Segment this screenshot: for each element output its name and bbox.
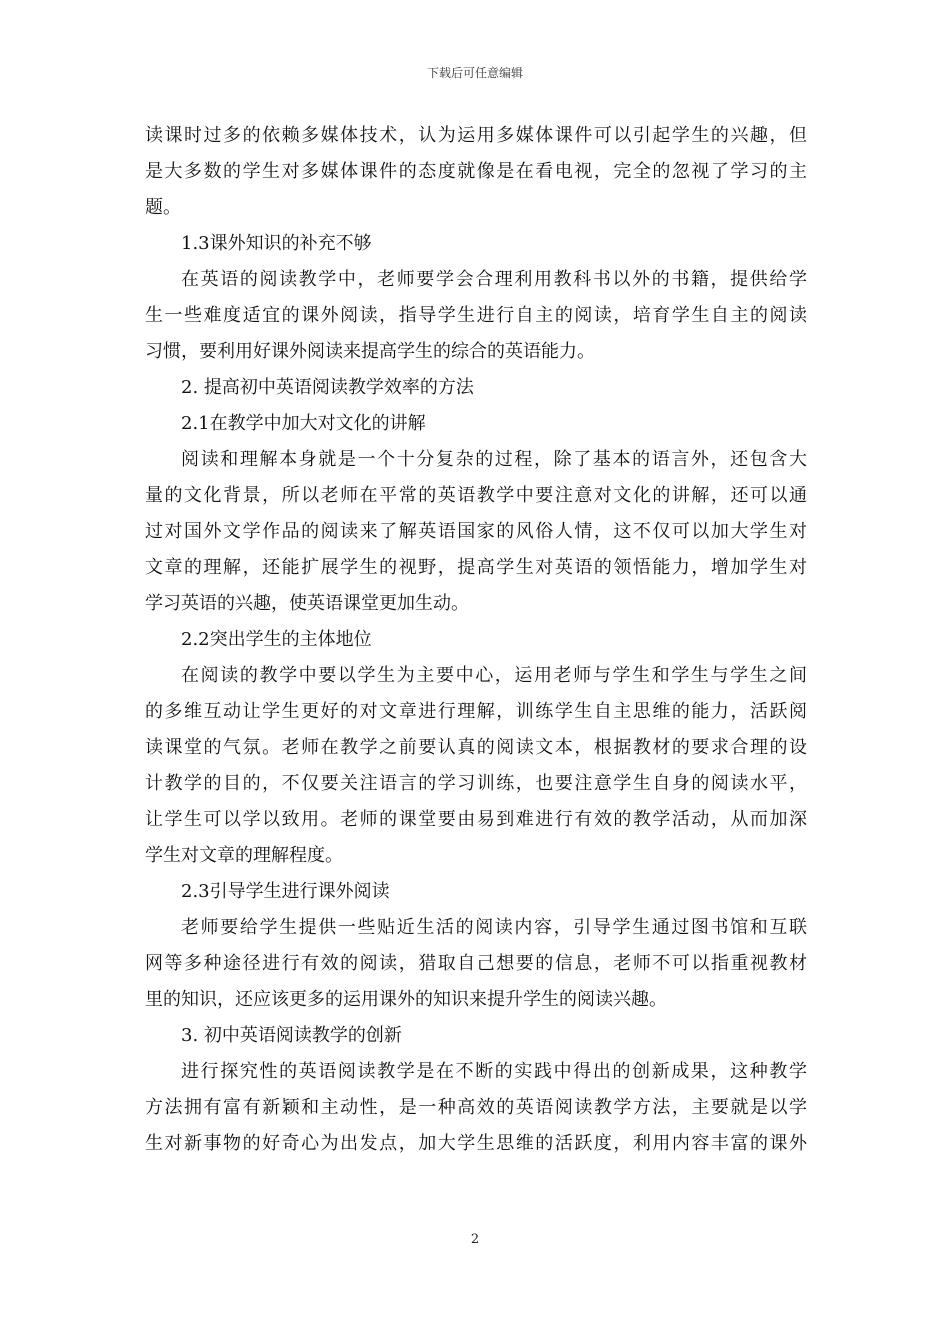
section-heading: 2.2突出学生的主体地位 — [181, 629, 372, 650]
text-line: 里的知识，还应该更多的运用课外的知识来提升学生的阅读兴趣。 — [145, 989, 667, 1010]
text-line: 计教学的目的，不仅要关注语言的学习训练，也要注意学生自身的阅读水平， — [145, 773, 807, 794]
text-line: 阅读和理解本身就是一个十分复杂的过程，除了基本的语言外，还包含大 — [181, 449, 807, 470]
text-line: 题。 — [145, 197, 181, 218]
text-line: 老师要给学生提供一些贴近生活的阅读内容，引导学生通过图书馆和互联 — [181, 917, 807, 938]
text-line: 在阅读的教学中要以学生为主要中心，运用老师与学生和学生与学生之间 — [181, 665, 807, 686]
text-line: 进行探究性的英语阅读教学是在不断的实践中得出的创新成果，这种教学 — [181, 1061, 807, 1082]
text-line: 是大多数的学生对多媒体课件的态度就像是在看电视，完全的忽视了学习的主 — [145, 161, 807, 182]
text-line: 生一些难度适宜的课外阅读，指导学生进行自主的阅读，培育学生自主的阅读 — [145, 305, 807, 326]
page-number: 2 — [470, 1232, 480, 1247]
section-heading: 2. 提高初中英语阅读教学效率的方法 — [181, 377, 474, 398]
text-line: 文章的理解，还能扩展学生的视野，提高学生对英语的领悟能力，增加学生对 — [145, 557, 807, 578]
document-body — [145, 118, 807, 1162]
text-line: 学生对文章的理解程度。 — [145, 845, 343, 866]
page-header: 下载后可任意编辑 — [426, 66, 523, 80]
text-line: 的多维互动让学生更好的对文章进行理解，训练学生自主思维的能力，活跃阅 — [145, 701, 807, 722]
text-line: 读课堂的气氛。老师在教学之前要认真的阅读文本，根据教材的要求合理的设 — [145, 737, 807, 758]
text-line: 在英语的阅读教学中，老师要学会合理利用教科书以外的书籍，提供给学 — [181, 269, 807, 290]
text-line: 习惯，要利用好课外阅读来提高学生的综合的英语能力。 — [145, 341, 595, 362]
section-heading: 3. 初中英语阅读教学的创新 — [181, 1025, 402, 1046]
text-line: 读课时过多的依赖多媒体技术，认为运用多媒体课件可以引起学生的兴趣，但 — [145, 125, 807, 146]
text-line: 学习英语的兴趣，使英语课堂更加生动。 — [145, 593, 469, 614]
section-heading: 2.1在教学中加大对文化的讲解 — [181, 413, 426, 434]
text-line: 量的文化背景，所以老师在平常的英语教学中要注意对文化的讲解，还可以通 — [145, 485, 807, 506]
text-line: 网等多种途径进行有效的阅读，猎取自己想要的信息，老师不可以指重视教材 — [145, 953, 807, 974]
text-line: 方法拥有富有新颖和主动性，是一种高效的英语阅读教学方法，主要就是以学 — [145, 1097, 807, 1118]
section-heading: 2.3引导学生进行课外阅读 — [181, 881, 390, 902]
text-line: 让学生可以学以致用。老师的课堂要由易到难进行有效的教学活动，从而加深 — [145, 809, 807, 830]
text-line: 生对新事物的好奇心为出发点，加大学生思维的活跃度，利用内容丰富的课外 — [145, 1133, 807, 1154]
text-line: 过对国外文学作品的阅读来了解英语国家的风俗人情，这不仅可以加大学生对 — [145, 521, 807, 542]
section-heading: 1.3课外知识的补充不够 — [181, 233, 372, 254]
